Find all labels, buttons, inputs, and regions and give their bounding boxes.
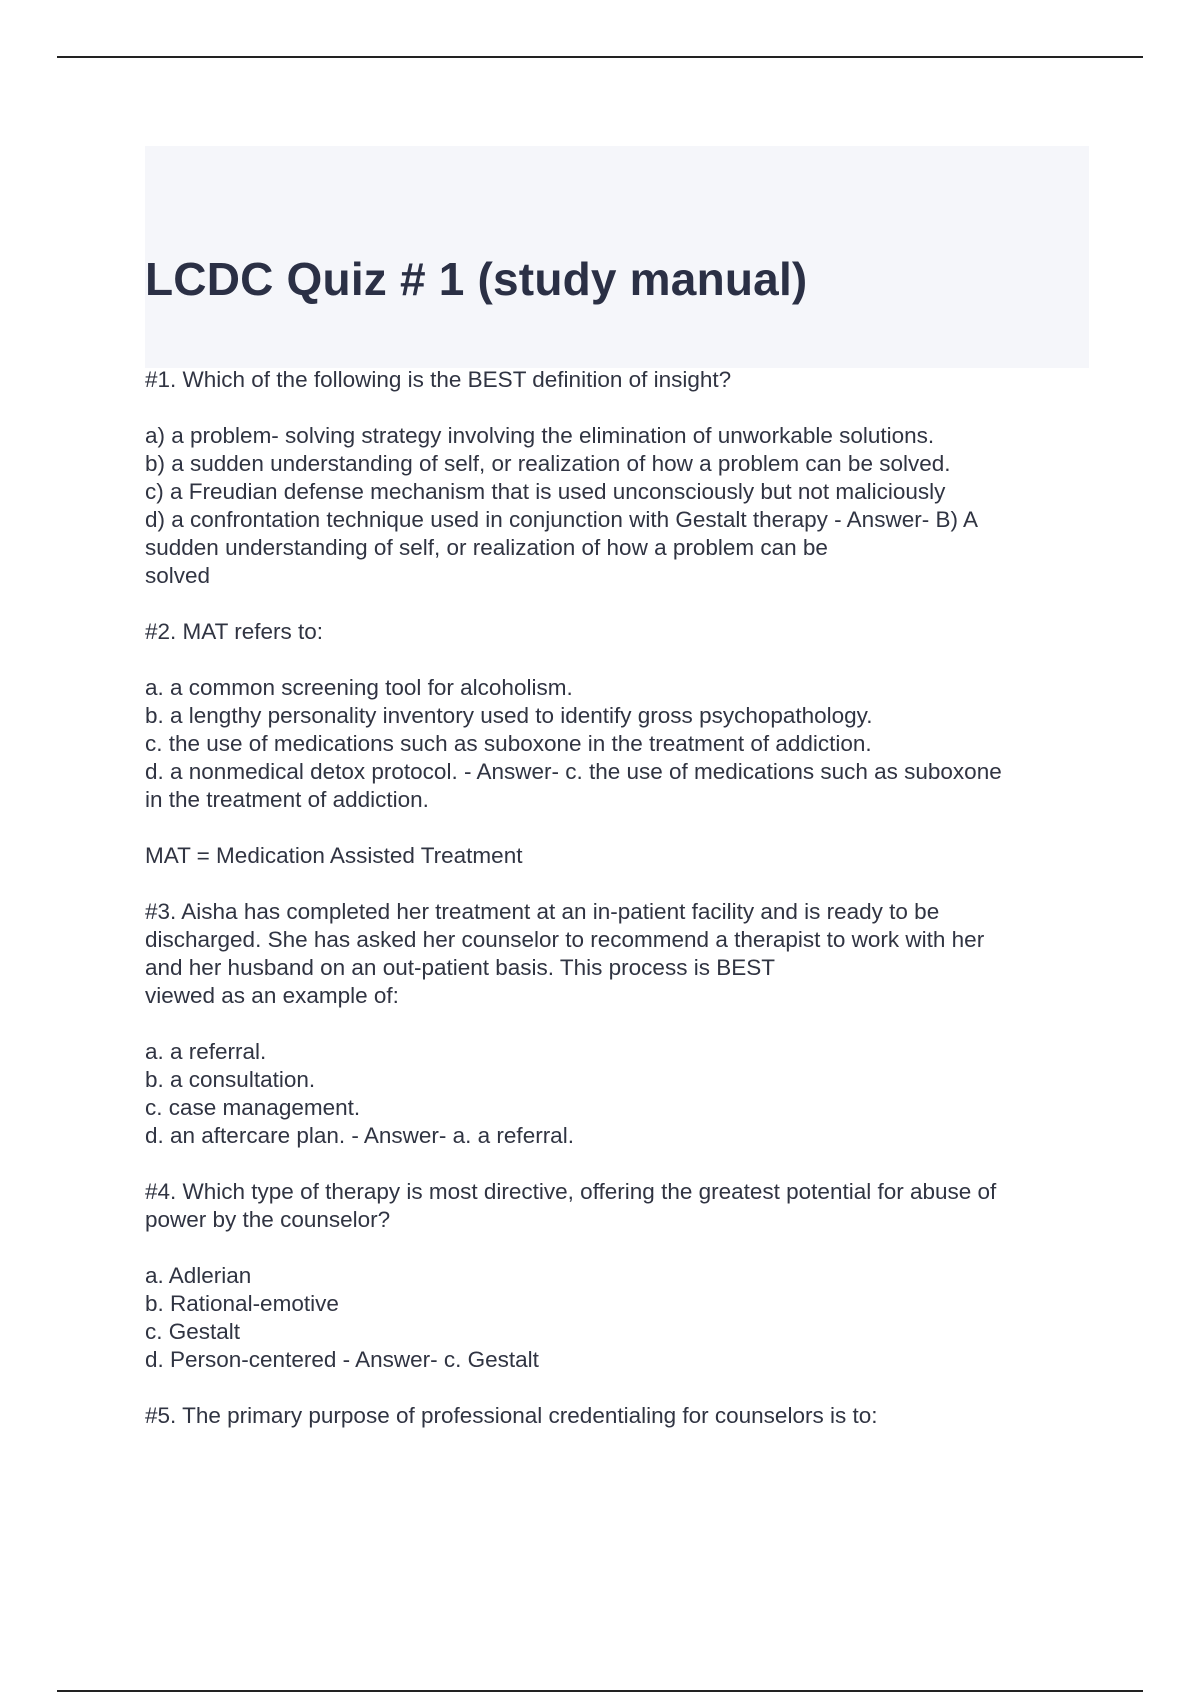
paragraph (145, 898, 1085, 1010)
text-line: #2. MAT refers to: (145, 619, 323, 644)
bottom-rule (57, 1690, 1143, 1692)
paragraph (145, 1402, 1085, 1430)
text-line: sudden understanding of self, or realization of how a problem can be (145, 535, 828, 560)
text-line: viewed as an example of: (145, 983, 399, 1008)
text-line: #1. Which of the following is the BEST definition of insight? (145, 367, 732, 392)
text-line: a. a common screening tool for alcoholism. (145, 675, 573, 700)
text-line: solved (145, 563, 211, 588)
document-title: LCDC Quiz # 1 (study manual) (145, 253, 808, 305)
text-line: c) a Freudian defense mechanism that is used unconsciously but not maliciously (145, 479, 946, 504)
text-line: d. an aftercare plan. - Answer- a. a referral. (145, 1123, 574, 1148)
text-line: b. a consultation. (145, 1067, 316, 1092)
text-line: MAT = Medication Assisted Treatment (145, 843, 523, 868)
text-line: and her husband on an out-patient basis. This process is BEST (145, 955, 775, 980)
text-line: d) a confrontation technique used in conjunction with Gestalt therapy - Answer- B) A (145, 507, 978, 532)
paragraph (145, 618, 1085, 646)
paragraph (145, 1178, 1085, 1234)
paragraph (145, 422, 1085, 590)
text-line: b. a lengthy personality inventory used to identify gross psychopathology. (145, 703, 873, 728)
text-line: a. Adlerian (145, 1263, 252, 1288)
text-line: b) a sudden understanding of self, or realization of how a problem can be solved. (145, 451, 951, 476)
text-line: d. a nonmedical detox protocol. - Answer- c. the use of medications such as suboxone (145, 759, 1002, 784)
quiz-content (145, 366, 1085, 1430)
text-line: b. Rational-emotive (145, 1291, 339, 1316)
text-line: c. the use of medications such as suboxone in the treatment of addiction. (145, 731, 872, 756)
paragraph (145, 1262, 1085, 1374)
text-line: a) a problem- solving strategy involving the elimination of unworkable solutions. (145, 423, 935, 448)
top-rule (57, 56, 1143, 58)
paragraph (145, 842, 1085, 870)
text-line: #4. Which type of therapy is most directive, offering the greatest potential for abuse of (145, 1179, 997, 1204)
paragraph (145, 674, 1085, 814)
text-line: a. a referral. (145, 1039, 267, 1064)
text-line: c. case management. (145, 1095, 361, 1120)
text-line: #3. Aisha has completed her treatment at an in-patient facility and is ready to be (145, 899, 940, 924)
text-line: d. Person-centered - Answer- c. Gestalt (145, 1347, 539, 1372)
text-line: power by the counselor? (145, 1207, 391, 1232)
text-line: in the treatment of addiction. (145, 787, 429, 812)
text-line: c. Gestalt (145, 1319, 241, 1344)
paragraph (145, 366, 1085, 394)
text-line: #5. The primary purpose of professional credentialing for counselors is to: (145, 1403, 878, 1428)
paragraph (145, 1038, 1085, 1150)
text-line: discharged. She has asked her counselor to recommend a therapist to work with her (145, 927, 985, 952)
